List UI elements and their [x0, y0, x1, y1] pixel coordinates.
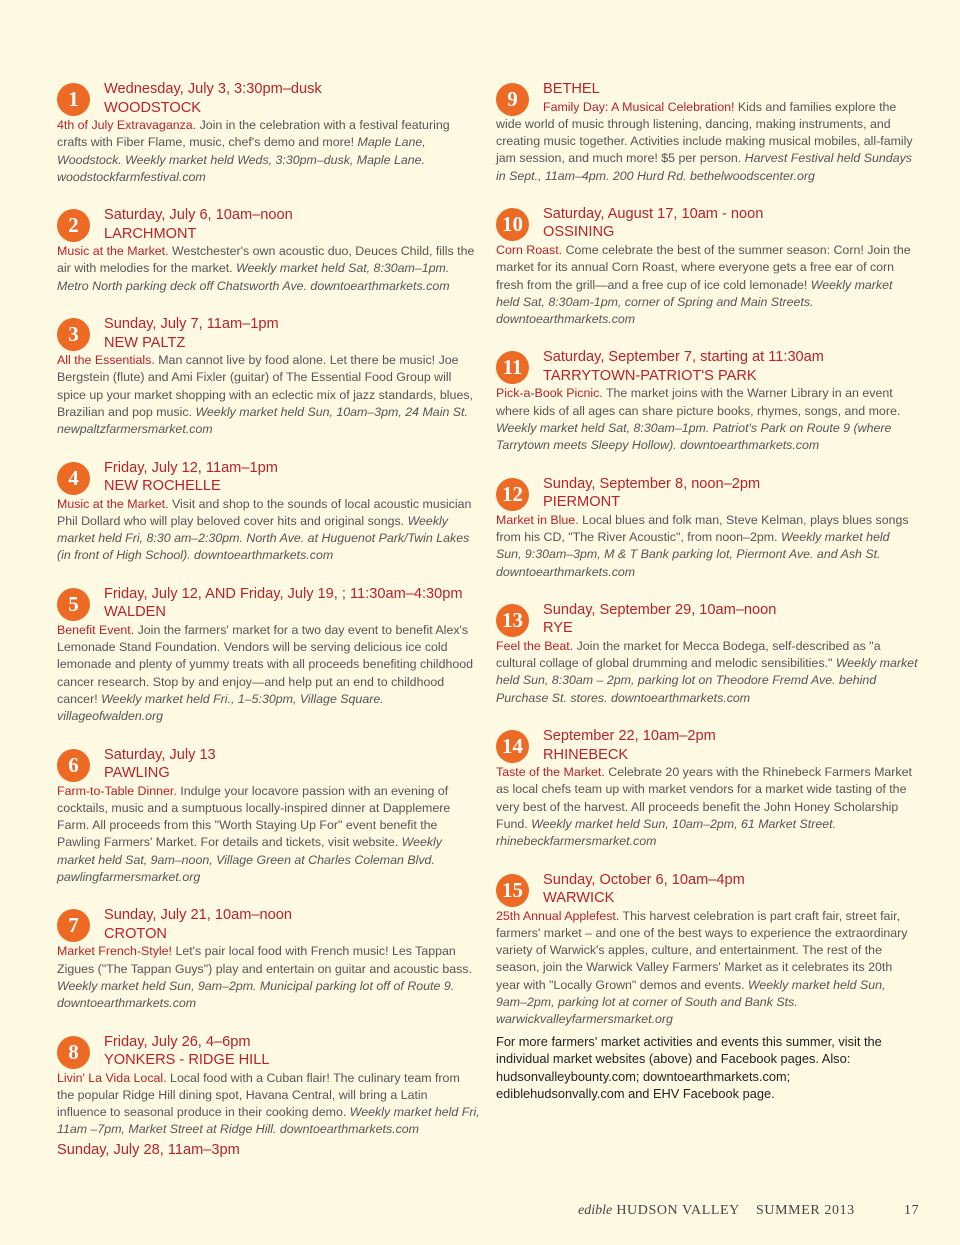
extra-event-date: Sunday, July 28, 11am–3pm: [57, 1141, 240, 1158]
event-title: Corn Roast.: [496, 242, 563, 257]
event-text: Local food with a Cuban flair! The culinary team from the popular Ridge Hill dining spot, Havana Central, will bring a Latin influence to seasonal produce in their cooking demo.: [57, 1070, 460, 1120]
event-detail: Weekly market held Sat, 8:30am–1pm. Patriot's Park on Route 9 (where Tarrytown meets Sleepy Hollow). downtoearthmarkets.com: [496, 421, 892, 453]
event-detail: Maple Lane, Woodstock. Weekly market held Weds, 3:30pm–dusk, Maple Lane. woodstockfarmfestival.com: [57, 135, 426, 184]
event-date: Saturday, July 6, 10am–noon: [104, 207, 293, 224]
event-location: YONKERS - RIDGE HILL: [104, 1052, 270, 1068]
event-description: [57, 783, 480, 887]
event-description: [57, 117, 480, 186]
event-title: 4th of July Extravaganza.: [57, 118, 197, 132]
event-location: WARWICK: [543, 890, 615, 907]
event-14: [496, 727, 918, 850]
event-location: BETHEL: [543, 81, 600, 97]
event-6: [57, 746, 480, 887]
event-description: [496, 385, 918, 454]
event-10: [496, 205, 918, 328]
event-location: WALDEN: [104, 604, 166, 621]
event-description: [57, 496, 480, 565]
event-text: Kids and families explore the wide world of music through listening, dancing, making instruments, and creating music together. Activities include making musical mobiles, all-family jam session, and much more! $5 per person.: [496, 99, 913, 166]
event-text: Come celebrate the best of the summer season: Corn! Join the market for its annual Corn Roast, where everyone gets a free ear of corn fresh from the grill—and a free cup of ice cold lemonade!: [496, 242, 911, 292]
event-description: [496, 99, 918, 185]
event-15: [496, 871, 918, 1029]
event-location: OSSINING: [543, 224, 615, 241]
event-text: Let's pair local food with French music! Les Tappan Zigues ("The Tappan Guys") play and entertain on guitar and acoustic bass.: [57, 944, 472, 976]
event-12: [496, 475, 918, 581]
event-date: Sunday, July 21, 10am–noon: [104, 907, 292, 924]
event-detail: Weekly market held Sun, 9:30am–3pm, M & T Bank parking lot, Piermont Ave. and Ash St. downtoearthmarkets.com: [496, 529, 890, 579]
event-7: [57, 906, 480, 1012]
event-detail: Weekly market held Sat, 9am–noon, Village Green at Charles Coleman Blvd. pawlingfarmersmarket.org: [57, 835, 443, 885]
event-description: [57, 352, 480, 438]
event-number-badge: 5: [57, 588, 90, 621]
event-description: [496, 512, 918, 581]
event-location: LARCHMONT: [104, 225, 197, 242]
event-date: Wednesday, July 3, 3:30pm–dusk: [104, 81, 322, 97]
event-1: [57, 80, 480, 186]
event-date: Sunday, September 8, noon–2pm: [543, 475, 761, 492]
event-number-badge: 11: [496, 351, 529, 384]
event-date: Saturday, September 7, starting at 11:30am: [543, 349, 824, 366]
event-text: Visit and shop to the sounds of local acoustic musician Phil Dollard who will play beloved cover hits and original songs.: [57, 496, 472, 528]
event-detail: Weekly market held Sun, 8:30am – 2pm, parking lot on Theodore Fremd Ave. behind Purchase St. stores. downtoearthmarkets.com: [496, 656, 918, 705]
event-number-badge: 8: [57, 1036, 90, 1069]
event-detail: Weekly market held Fri., 1–5:30pm, Village Square. villageofwalden.org: [57, 691, 384, 724]
event-location: NEW PALTZ: [104, 334, 186, 351]
brand-script: edible: [578, 1203, 613, 1218]
event-number-badge: 2: [57, 209, 90, 242]
event-3: [57, 315, 480, 438]
event-4: [57, 459, 480, 565]
event-number-badge: 15: [496, 874, 529, 907]
event-detail: Weekly market held Sun, 9am–2pm, parking lot at corner of South and Bank Sts. warwickvalleyfarmersmarket.org: [496, 977, 886, 1027]
event-text: Man cannot live by food alone. Let there be music! Joe Bergstein (flute) and Ami Fixler (guitar) of The Essential Food Group will spice up your market shopping with an eclectic mix of jazz standards, blues, Brazilian and pop music.: [57, 353, 473, 419]
issue-season: SUMMER 2013: [756, 1203, 855, 1218]
event-8: [57, 1033, 480, 1160]
page-number: 17: [904, 1203, 920, 1218]
event-number-badge: 4: [57, 462, 90, 495]
event-location: RHINEBECK: [543, 746, 629, 763]
event-description: [496, 638, 918, 707]
event-date: Friday, July 12, 11am–1pm: [104, 459, 278, 476]
event-13: [496, 601, 918, 707]
event-location: RYE: [543, 620, 573, 637]
event-description: [57, 1070, 480, 1139]
event-11: [496, 348, 918, 454]
right-column: [496, 80, 918, 1029]
event-detail: Weekly market held Sat, 8:30am-1pm, corner of Spring and Main Streets. downtoearthmarkets.com: [496, 277, 893, 327]
event-number-badge: 6: [57, 749, 90, 782]
event-detail: Weekly market held Sat, 8:30am–1pm. Metro North parking deck off Chatsworth Ave. downtoearthmarkets.com: [57, 261, 450, 293]
event-text: Join the farmers' market for a two day event to benefit Alex's Lemonade Stand Foundation. Vendors will be serving delicious ice cold lemonade and plenty of yummy treats with all proceeds benefiting childhood cancer research. Stop by and enjoy—and help put an end to childhood cancer!: [57, 622, 474, 706]
event-description: [57, 622, 480, 726]
event-title: Market French-Style!: [57, 944, 172, 959]
event-5: [57, 585, 480, 726]
event-title: Market in Blue.: [496, 512, 579, 527]
event-title: Livin' La Vida Local.: [57, 1070, 167, 1085]
event-detail: Harvest Festival held Sundays in Sept., 11am–4pm. 200 Hurd Rd. bethelwoodscenter.org: [496, 151, 912, 183]
event-text: Westchester's own acoustic duo, Deuces Child, fills the air with melodies for the market.: [57, 244, 475, 276]
event-description: [57, 243, 480, 295]
event-date: Saturday, August 17, 10am - noon: [543, 205, 764, 222]
event-number-badge: 3: [57, 318, 90, 351]
event-9: [496, 80, 918, 185]
event-text: Local blues and folk man, Steve Kelman, plays blues songs from his CD, "The River Acoustic", from noon–2pm.: [496, 512, 909, 544]
event-description: [57, 943, 480, 1012]
event-text: Celebrate 20 years with the Rhinebeck Farmers Market as local chefs team up with market vendors for a market wide tasting of the very best of the harvest. All proceeds benefit the John Honey Scholarship Fund.: [496, 765, 912, 831]
event-detail: Weekly market held Fri, 11am –7pm, Market Street at Ridge Hill. downtoearthmarkets.com: [57, 1105, 480, 1137]
event-date: Sunday, September 29, 10am–noon: [543, 601, 777, 618]
magazine-brand: [578, 1203, 740, 1219]
event-title: All the Essentials.: [57, 353, 155, 368]
event-number-badge: 14: [496, 730, 529, 763]
event-number-badge: 1: [57, 83, 90, 116]
event-description: [496, 908, 918, 1029]
event-date: Friday, July 12, AND Friday, July 19, ; 11:30am–4:30pm: [104, 585, 463, 602]
event-location: CROTON: [104, 925, 167, 942]
event-title: Benefit Event.: [57, 622, 135, 637]
event-number-badge: 13: [496, 604, 529, 637]
event-description: [496, 764, 918, 850]
event-location: PIERMONT: [543, 494, 621, 511]
event-title: Pick-a-Book Picnic.: [496, 386, 603, 401]
left-column: [57, 80, 480, 1159]
event-detail: Weekly market held Fri, 8:30 am–2:30pm. North Ave. at Huguenot Park/Twin Lakes (in front of High School). downtoearthmarkets.com: [57, 513, 470, 563]
event-description: [496, 242, 918, 328]
event-text: Indulge your locavore passion with an evening of cocktails, music and a sumptuous locally-inspired dinner at Dapplemere Farm. All proceeds from this "Worth Staying Up For" event benefit the Pawling Farmers' Market. For details and tickets, visit website.: [57, 783, 451, 850]
brand-name: HUDSON VALLEY: [616, 1203, 740, 1218]
event-number-badge: 9: [496, 83, 529, 116]
event-number-badge: 10: [496, 208, 529, 241]
event-title: Taste of the Market.: [496, 765, 605, 780]
event-text: This harvest celebration is part craft fair, street fair, farmers' market – and one of the best ways to experience the extraordinary variety of Warwick's apples, culture, and entertainment. The rest of the season, join the Warwick Valley Farmers' Market as it celebrates its 20th year with "Locally Grown" demos and events.: [496, 908, 908, 992]
event-date: Friday, July 26, 4–6pm: [104, 1033, 251, 1050]
event-detail: Weekly market held Sun, 9am–2pm. Municipal parking lot off of Route 9. downtoearthmarkets.com: [57, 978, 455, 1011]
event-text: Join in the celebration with a festival featuring crafts with Fiber Flame, music, chef's demo and more!: [57, 118, 450, 150]
event-date: Saturday, July 13: [104, 746, 216, 763]
event-text: Join the market for Mecca Bodega, self-described as "a cultural collage of global drumming and melodic sensibilities.": [496, 638, 881, 671]
event-location: NEW ROCHELLE: [104, 478, 221, 495]
event-title: Music at the Market.: [57, 244, 169, 259]
event-text: The market joins with the Warner Library in an event where kids of all ages can share picture books, rhymes, songs, and more.: [496, 386, 901, 418]
event-detail: Weekly market held Sun, 10am–2pm, 61 Market Street. rhinebeckfarmersmarket.com: [496, 816, 836, 849]
event-location: PAWLING: [104, 765, 170, 782]
event-title: Feel the Beat.: [496, 638, 574, 653]
event-2: [57, 206, 480, 295]
event-title: 25th Annual Applefest.: [496, 908, 620, 923]
event-location: TARRYTOWN-PATRIOT'S PARK: [543, 367, 757, 384]
event-title: Music at the Market.: [57, 496, 169, 511]
event-detail: Weekly market held Sun, 10am–3pm, 24 Main St. newpaltzfarmersmarket.com: [57, 404, 468, 437]
event-date: Sunday, July 7, 11am–1pm: [104, 316, 279, 333]
event-title: Family Day: A Musical Celebration!: [543, 99, 735, 114]
event-number-badge: 12: [496, 478, 529, 511]
more-info-note: For more farmers' market activities and events this summer, visit the individual market websites (above) and Facebook pages. Also: hudsonvalleybounty.com; downtoearthmarkets.com; ediblehudsonvally.com and EHV Facebook page.: [496, 1034, 882, 1102]
event-date: September 22, 10am–2pm: [543, 728, 716, 745]
event-location: WOODSTOCK: [104, 99, 202, 116]
event-number-badge: 7: [57, 909, 90, 942]
event-title: Farm-to-Table Dinner.: [57, 783, 177, 798]
event-date: Sunday, October 6, 10am–4pm: [543, 871, 745, 888]
